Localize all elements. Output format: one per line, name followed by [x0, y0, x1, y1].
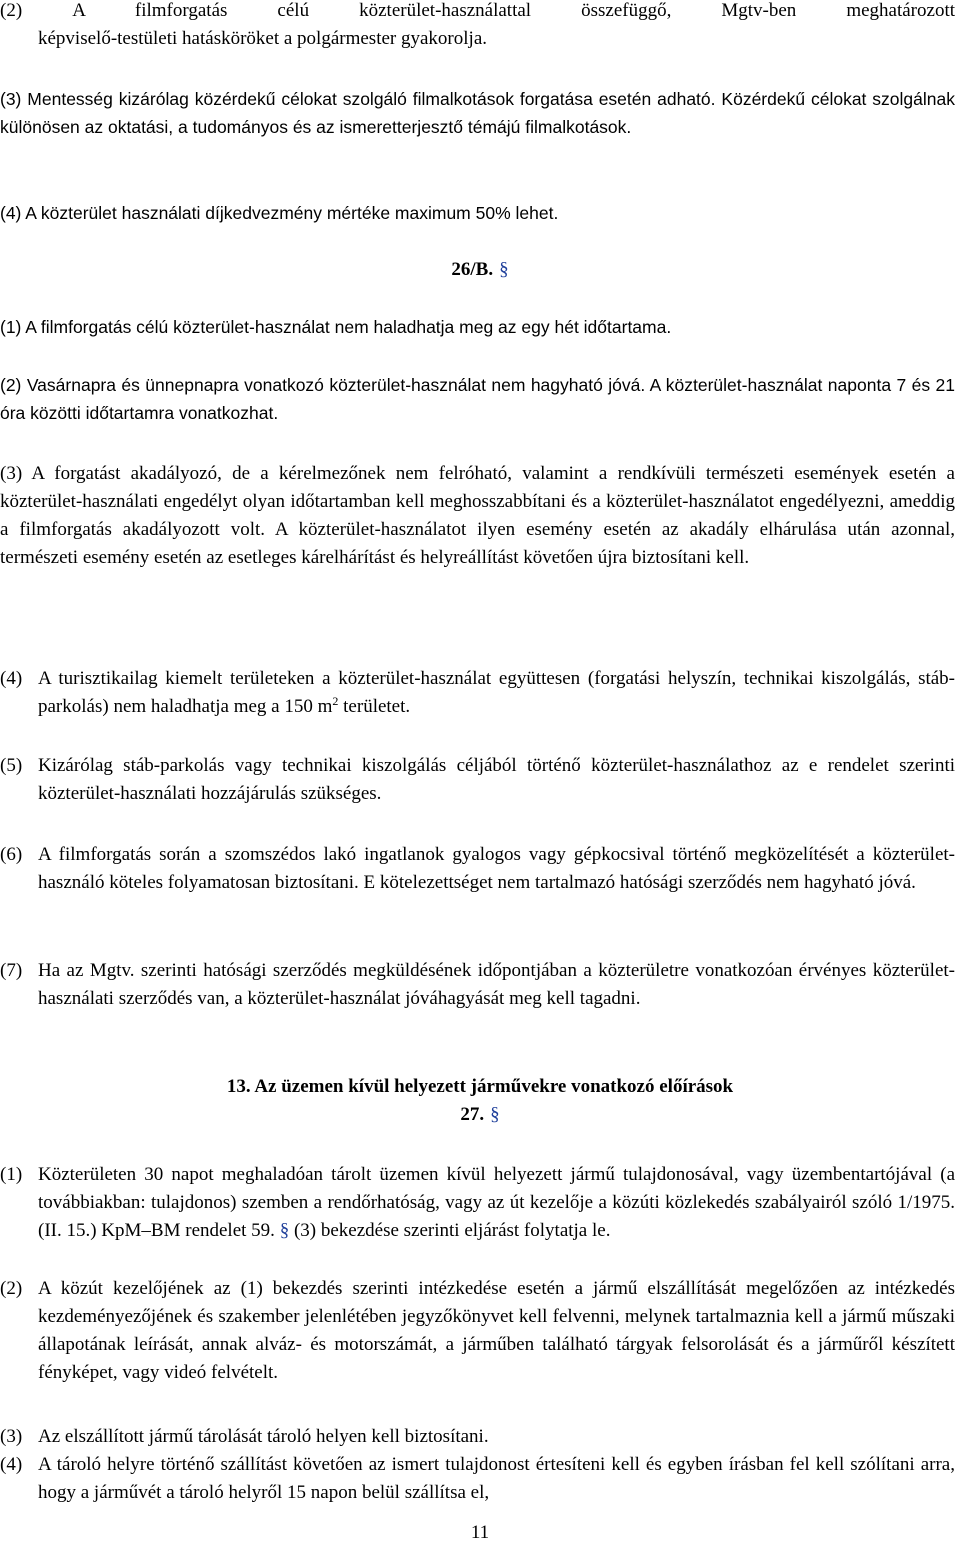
- section-26b-paragraph-4: [0, 665, 955, 721]
- paragraph-text: A közút kezelőjének az (1) bekezdés szerinti intézkedése esetén a jármű elszállítását megelőzően az intézkedés kezdeményezőjének és szakember jelenlétében jegyzőkönyvet kell felvenni, melynek tartalmaznia kell a jármű műszaki állapotának leírását, annak alváz- és motorszámát, a járműben található tárgyak felsorolását és a járműről készített fényképet, vagy videó felvételt.: [38, 1278, 955, 1383]
- paragraph-number: (7): [0, 960, 23, 981]
- section-26b-paragraph-1: [0, 313, 955, 341]
- paragraph-text: A filmforgatás során a szomszédos lakó ingatlanok gyalogos vagy gépkocsival történő megközelítését a közterület-használó köteles folyamatosan biztosítani. E kötelezettséget nem tartalmazó hatósági szerződés nem hagyható jóvá.: [38, 844, 955, 893]
- paragraph-number: (3): [0, 1426, 23, 1447]
- paragraph-text: A közterület használati díjkedvezmény mértéke maximum 50% lehet.: [25, 203, 559, 223]
- paragraph-number: (2): [0, 1278, 23, 1299]
- section-link[interactable]: §: [490, 1104, 500, 1125]
- paragraph-3: [0, 85, 955, 141]
- section-26b-paragraph-6: [0, 841, 955, 897]
- section-heading-26b: [0, 256, 960, 284]
- paragraph-text: A turisztikailag kiemelt területeken a közterület-használat együttesen (forgatási helyszín, technikai kiszolgálás, stáb-parkolás) nem haladhatja meg a 150 $m^2$ területet.: [38, 668, 955, 717]
- section-27-paragraph-2: [0, 1275, 955, 1387]
- paragraph-number: (1): [0, 317, 22, 337]
- paragraph-number: (3): [0, 89, 22, 109]
- section-link[interactable]: §: [499, 259, 509, 280]
- page-number: 11: [470, 1522, 490, 1543]
- superscript: 2: [332, 694, 339, 708]
- paragraph-number: (4): [0, 668, 23, 689]
- section-26b-paragraph-2: [0, 371, 955, 427]
- paragraph-text: Ha az Mgtv. szerinti hatósági szerződés megküldésének időpontjában a közterületre vonatkozóan érvényes közterület-használati szerződés van, a közterület-használat jóváhagyását meg kell tagadni.: [38, 960, 955, 1009]
- paragraph-4: [0, 199, 955, 227]
- paragraph-text: A filmforgatás célú közterület-használat nem haladhatja meg az egy hét időtartama.: [25, 317, 672, 337]
- paragraph-text: Kizárólag stáb-parkolás vagy technikai kiszolgálás céljából történő közterület-használathoz az e rendelet szerinti közterület-használati hozzájárulás szükséges.: [38, 755, 955, 804]
- section-26b-paragraph-5: [0, 752, 955, 808]
- section-title: 26/B.: [451, 259, 494, 280]
- paragraph-2: [0, 0, 955, 53]
- paragraph-number: (4): [0, 1454, 23, 1475]
- paragraph-text: Az elszállított jármű tárolását tároló helyen kell biztosítani.: [38, 1426, 489, 1447]
- chapter-heading-13: 13. Az üzemen kívül helyezett járművekre vonatkozó előírások: [226, 1076, 734, 1097]
- paragraph-text: Közterületen 30 napot meghaladóan tárolt üzemen kívül helyezett jármű tulajdonosával, vagy üzembentartójával (a továbbiakban: tulajdonos) szemben a rendőrhatóság, vagy az út kezelője a közúti közlekedés szabályairól szóló 1/1975. (II. 15.) KpM–BM rendelet 59. § (3) bekezdése szerinti eljárást folytatja le.: [38, 1164, 955, 1241]
- paragraph-number: (4): [0, 203, 22, 223]
- paragraph-text: A filmforgatás célú közterület-használattal összefüggő, Mgtv-ben meghatározott: [72, 0, 955, 21]
- section-26b-paragraph-7: [0, 957, 955, 1013]
- section-link[interactable]: §: [279, 1220, 290, 1241]
- paragraph-number: (2): [0, 375, 22, 395]
- section-26b-paragraph-3: [0, 460, 955, 572]
- section-27-paragraph-4: [0, 1451, 955, 1507]
- paragraph-number: (2): [0, 0, 23, 21]
- paragraph-text: A forgatást akadályozó, de a kérelmezőnek nem felróható, valamint a rendkívüli természeti események esetén a közterület-használati engedélyt olyan időtartamban kell meghosszabbítani és a közterület-használatot engedélyezni, ameddig a filmforgatás akadályozott volt. A közterület-használatot ilyen esemény esetén az akadály elhárulása után azonnal, természeti esemény esetén az esetleges kárelhárítást és helyreállítást követően újra biztosítani kell.: [0, 463, 955, 568]
- section-heading-27: [0, 1101, 960, 1129]
- section-title: 27.: [460, 1104, 485, 1125]
- paragraph-text: képviselő-testületi hatásköröket a polgármester gyakorolja.: [38, 28, 487, 49]
- paragraph-number: (3): [0, 463, 23, 484]
- paragraph-text: Mentesség kizárólag közérdekű célokat szolgáló filmalkotások forgatása esetén adható. Közérdekű célokat szolgálnak különösen az oktatási, a tudományos és az ismeretterjesztő témájú filmalkotások.: [0, 89, 955, 137]
- paragraph-number: (6): [0, 844, 23, 865]
- paragraph-number: (1): [0, 1164, 23, 1185]
- paragraph-number: (5): [0, 755, 23, 776]
- paragraph-text: Vasárnapra és ünnepnapra vonatkozó közterület-használat nem hagyható jóvá. A közterület-használat naponta 7 és 21 óra közötti időtartamra vonatkozhat.: [0, 375, 955, 423]
- section-27-paragraph-1: [0, 1161, 955, 1245]
- paragraph-text: A tároló helyre történő szállítást követően az ismert tulajdonost értesíteni kell és egyben írásban fel kell szólítani arra, hogy a járművét a tároló helyről 15 napon belül szállítsa el,: [38, 1454, 955, 1503]
- section-27-paragraph-3: [0, 1423, 955, 1451]
